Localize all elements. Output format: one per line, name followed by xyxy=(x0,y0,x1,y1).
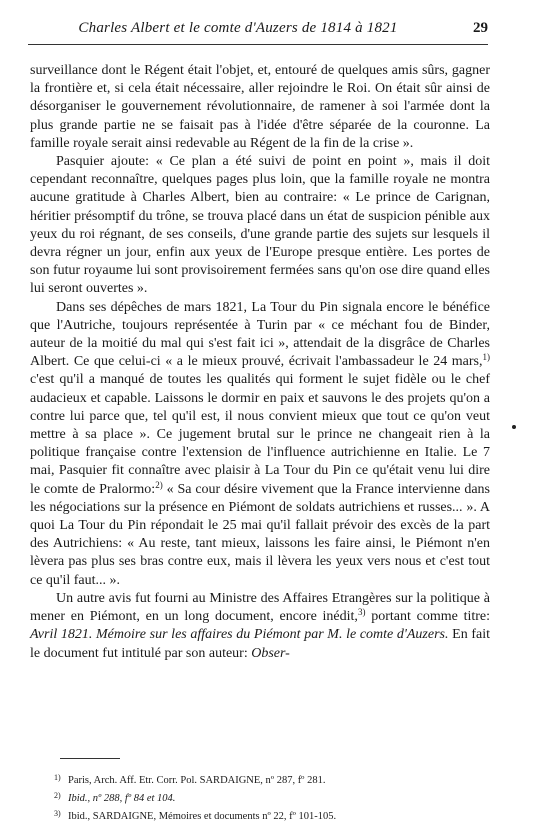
paragraph-4-text-b: portant comme titre: xyxy=(365,609,491,625)
paragraph-2-text: Pasquier ajoute: « Ce plan a été suivi de point en point », mais il doit cependant reconnaître, quelques pages plus loin, que la famille royale ne montra aucune gratitude à Charles Albert, bien au contraire: « Le prince de Carignan, héritier présomptif du trône, se trouva placé dans un état de suspicion pénible aux yeux du roi régnant, de ses conseils, d'une grande partie des sujets sur lesquels il devra régner un jour, enfin aux yeux de l'Europe presque entière. Les portes de son futur royaume lui sont provisoirement fermées sans qu'on ose dire quand elles lui seront ouvertes ». xyxy=(30,154,490,297)
footnote-rule xyxy=(60,758,120,759)
stray-mark xyxy=(512,425,516,429)
document-title: Avril 1821. Mémoire sur les affaires du Piémont par M. le comte d'Auzers. xyxy=(30,627,449,643)
footnote-3 xyxy=(54,806,494,824)
paragraph-4 xyxy=(30,590,490,663)
paragraph-4-text-c: En fait le document fut intitulé par son auteur: xyxy=(30,627,490,661)
running-title: Charles Albert et le comte d'Auzers de 1814 à 1821 xyxy=(78,20,398,36)
paragraph-1-text: surveillance dont le Régent était l'objet, et, entouré de quelques amis sûrs, gagner la frontière et, si cela était nécessaire, aller rejoindre le Roi. On était sûr ainsi de désorganiser le gouvernement révolutionnaire, de ramener à soi l'armée dont la plus grande partie ne se faisait pas à l'idée d'être séparée de la couronne. La famille royale serait ainsi redevable au Régent de la fin de la crise ». xyxy=(30,63,490,151)
paragraph-3-text-b: c'est qu'il a manqué de toutes les qualités qui forment le sujet fidèle ou le chef audacieux et capable. Laissons le dormir en paix et sauvons le des projets qu'on a contre lui parce que, tel qu'il est, il nous convient mieux que tout ce qu'on veut mettre à sa place ». Ce jugement brutal sur le prince ne changeait rien à la politique française contre l'extension de l'influence autrichienne en Italie. Le 7 mai, Pasquier fit connaître avec plaisir à La Tour du Pin ce qu'était venu lui dire le comte de Pralormo: xyxy=(30,372,490,497)
paragraph-2 xyxy=(30,153,490,299)
footnote-ref-1: 1) xyxy=(482,352,490,363)
footnotes xyxy=(54,770,494,824)
footnote-ref-3: 3) xyxy=(357,607,366,618)
paragraph-3-text-c: « Sa cour désire vivement que la France intervienne dans les négociations sur la présence en Piémont de soldats autrichiens et russes... ». A quoi La Tour du Pin répondait le 25 mai qu'il fallait prévoir des excès de la part des Autrichiens: « Au reste, tant mieux, laissons les faire ainsi, le Piémont n'en lèvera pas plus ses bras contre eux, mais il lèvera les yeux vers nous et c'est tout ce qu'il faut... ». xyxy=(30,481,490,588)
footnote-3-text: Ibid., SARDAIGNE, Mémoires et documents nº 22, fº 101-105. xyxy=(68,811,337,822)
footnote-1 xyxy=(54,770,494,788)
footnote-1-number: 1) xyxy=(54,773,61,782)
body-text xyxy=(30,62,490,663)
paragraph-1 xyxy=(30,62,490,153)
footnote-2-number: 2) xyxy=(54,791,61,800)
footnote-2 xyxy=(54,788,494,806)
page-header xyxy=(28,20,488,45)
footnote-3-number: 3) xyxy=(54,809,61,818)
footnote-2-text: Ibid., nº 288, fº 84 et 104. xyxy=(68,793,176,804)
paragraph-3-text-a: Dans ses dépêches de mars 1821, La Tour du Pin signala encore le bénéfice que l'Autriche, toujours représentée à Turin par « ce méchant fou de Binder, auteur de la moitié du mal qui s'est fait ici », attendait de la disgrâce de Charles Albert. Ce que celui-ci « a le mieux prouvé, écrivait l'ambassadeur le 24 mars, xyxy=(30,299,490,370)
paragraph-4-text-a: Un autre avis fut fourni au Ministre des Affaires Etrangères sur la politique à mener en Piémont, en un long document, encore inédit, xyxy=(30,590,490,625)
paragraph-4-end: Obser- xyxy=(251,645,290,661)
footnote-1-text: Paris, Arch. Aff. Etr. Corr. Pol. SARDAIGNE, nº 287, fº 281. xyxy=(68,775,326,786)
paragraph-3 xyxy=(30,299,490,590)
footnote-ref-2: 2) xyxy=(155,479,163,490)
page-number: 29 xyxy=(473,20,488,36)
